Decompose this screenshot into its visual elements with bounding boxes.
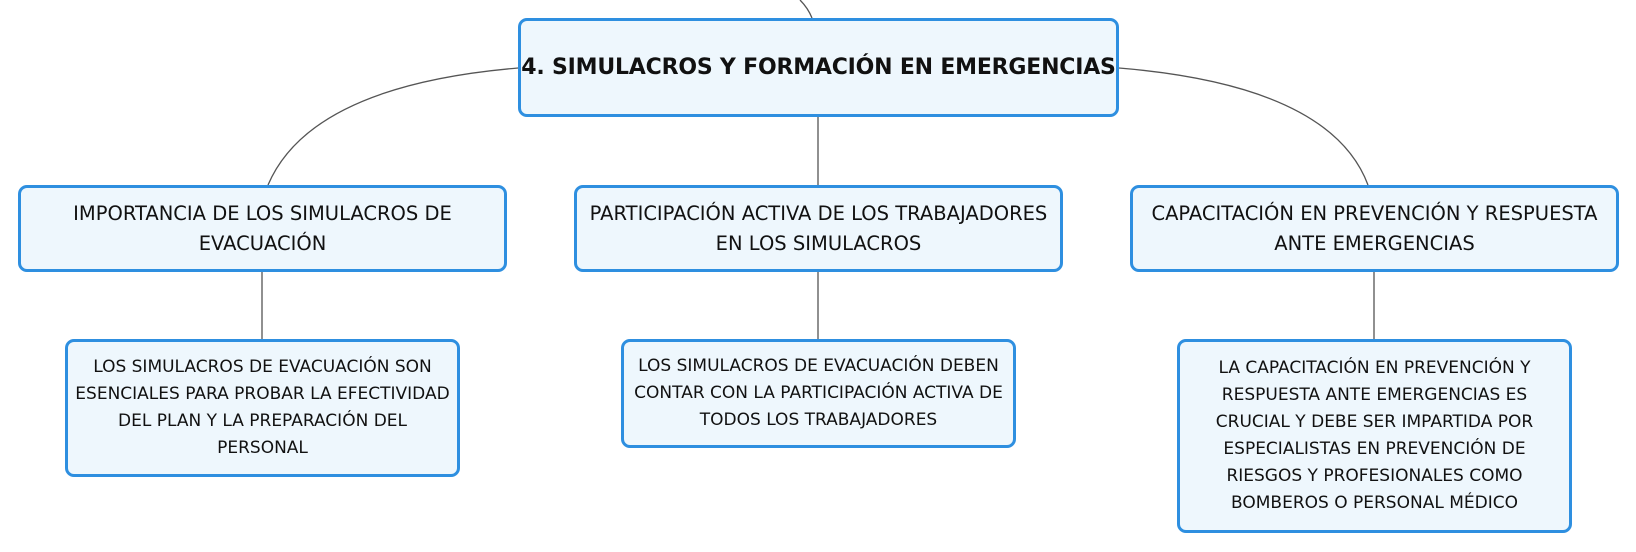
root-topic-node[interactable] bbox=[518, 18, 1119, 117]
connector-incoming-root bbox=[800, 0, 812, 18]
detail-node-participacion-activa[interactable] bbox=[621, 339, 1016, 448]
detail-text: LOS SIMULACROS DE EVACUACIÓN SON ESENCIALES PARA PROBAR LA EFECTIVIDAD DEL PLAN Y LA PREPARACIÓN DEL PERSONAL bbox=[75, 357, 450, 458]
detail-node-capacitacion-prevencion[interactable] bbox=[1177, 339, 1572, 533]
branch-node-capacitacion-prevencion[interactable] bbox=[1130, 185, 1619, 272]
branch-title: IMPORTANCIA DE LOS SIMULACROS DE EVACUACIÓN bbox=[73, 201, 452, 255]
detail-text: LOS SIMULACROS DE EVACUACIÓN DEBEN CONTAR CON LA PARTICIPACIÓN ACTIVA DE TODOS LOS TRABAJADORES bbox=[634, 356, 1003, 430]
branch-node-importancia-simulacros[interactable] bbox=[18, 185, 507, 272]
connector-root-branch-1 bbox=[268, 68, 518, 185]
branch-title: PARTICIPACIÓN ACTIVA DE LOS TRABAJADORES EN LOS SIMULACROS bbox=[589, 201, 1048, 255]
detail-text: LA CAPACITACIÓN EN PREVENCIÓN Y RESPUESTA ANTE EMERGENCIAS ES CRUCIAL Y DEBE SER IMPARTIDA POR ESPECIALISTAS EN PREVENCIÓN DE RIESGOS Y PROFESIONALES COMO BOMBEROS O PERSONAL MÉDICO bbox=[1215, 358, 1534, 513]
root-topic-title: 4. SIMULACROS Y FORMACIÓN EN EMERGENCIAS bbox=[521, 55, 1116, 80]
branch-title: CAPACITACIÓN EN PREVENCIÓN Y RESPUESTA ANTE EMERGENCIAS bbox=[1151, 201, 1598, 255]
connector-root-branch-3 bbox=[1119, 68, 1368, 185]
branch-node-participacion-activa[interactable] bbox=[574, 185, 1063, 272]
detail-node-importancia-simulacros[interactable] bbox=[65, 339, 460, 477]
